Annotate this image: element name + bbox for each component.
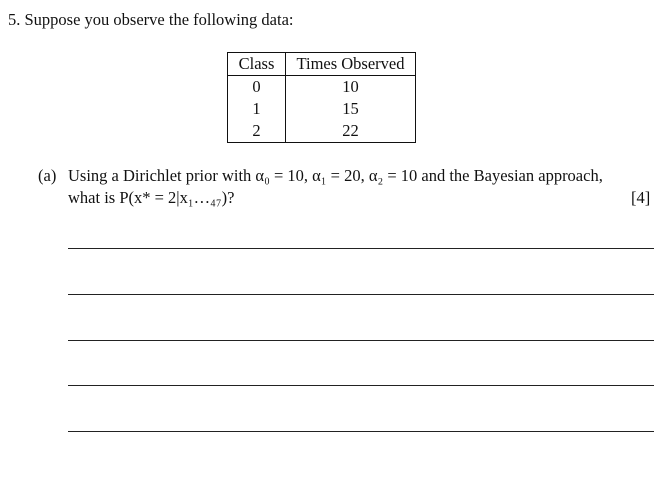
table-header-row: [228, 53, 416, 76]
part-a: [38, 165, 654, 207]
answer-line[interactable]: [68, 294, 654, 295]
question-5: [8, 10, 294, 30]
column-header-times-observed: Times Observed: [286, 53, 416, 76]
answer-line[interactable]: [68, 431, 654, 432]
class-cell: 2: [228, 120, 286, 143]
column-header-class: Class: [228, 53, 286, 76]
answer-line[interactable]: [68, 385, 654, 386]
question-text: Suppose you observe the following data:: [24, 10, 294, 29]
answer-line[interactable]: [68, 340, 654, 341]
data-table: [227, 52, 416, 143]
times-cell: 15: [286, 98, 416, 120]
part-label: (a): [38, 166, 57, 185]
part-a-line2: what is P(x* = 2|x₁…₄₇)?: [68, 188, 235, 207]
marks-badge: [4]: [631, 188, 651, 207]
times-cell: 22: [286, 120, 416, 143]
table-row: [228, 98, 416, 120]
table-row: [228, 76, 416, 99]
question-number: 5.: [8, 10, 21, 29]
times-cell: 10: [286, 76, 416, 99]
answer-line[interactable]: [68, 248, 654, 249]
class-cell: 1: [228, 98, 286, 120]
part-a-line1: Using a Dirichlet prior with α₀ = 10, α₁ = 20, α₂ = 10 and the Bayesian approach,: [68, 166, 603, 185]
table-row: [228, 120, 416, 143]
class-cell: 0: [228, 76, 286, 99]
